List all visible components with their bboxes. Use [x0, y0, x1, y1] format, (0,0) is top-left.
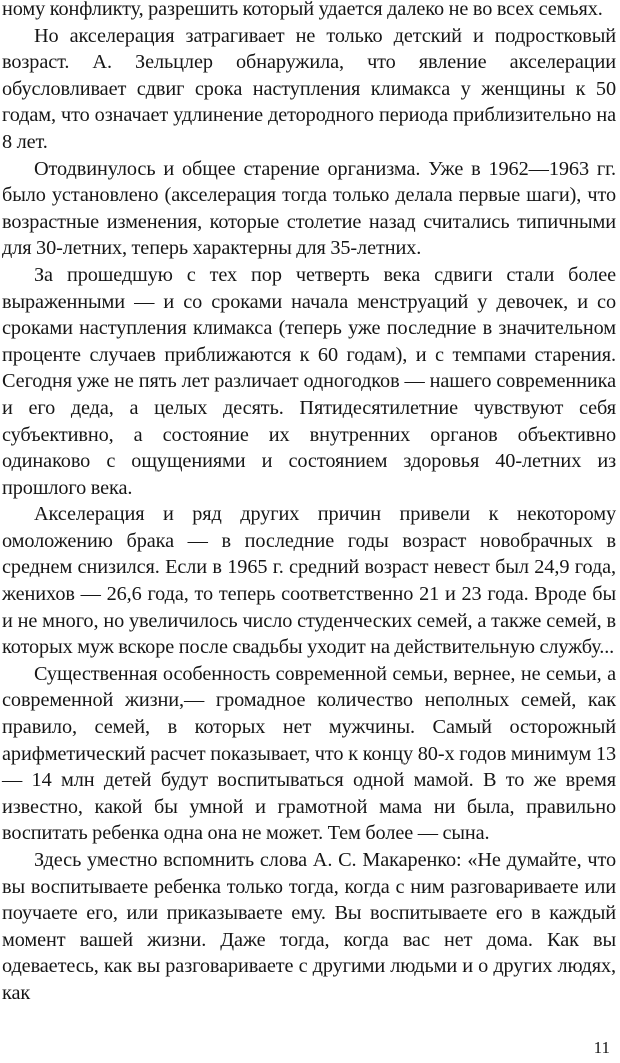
- paragraph-6: Существенная особенность современной семьи, вернее, не семьи, а современной жизни,— громадное количество неполных семей, как правило, семей, в которых нет мужчины. Самый осторожный арифметический расчет показывает, что к концу 80-х годов минимум 13 — 14 млн детей будут воспитываться одной мамой. В то же время известно, какой бы умной и грамотной мама ни была, правильно воспитать ребенка одна она не может. Тем более — сына.: [2, 662, 616, 845]
- page-number: 11: [593, 1038, 610, 1057]
- paragraph-7: Здесь уместно вспомнить слова А. С. Макаренко: «Не думайте, что вы воспитываете ребенка только тогда, когда с ним разговариваете или поучаете его, или приказываете ему. Вы воспитываете его в каждый момент вашей жизни. Даже тогда, когда вас нет дома. Как вы одеваетесь, как вы разговариваете с другими людьми и о других людях, как: [2, 849, 616, 1004]
- paragraph-3: Отодвинулось и общее старение организма. Уже в 1962—1963 гг. было установлено (акселерация тогда только делала первые шаги), что возрастные изменения, которые столетие назад считались типичными для 30-летних, теперь характерны для 35-летних.: [2, 157, 616, 260]
- paragraph-5: Акселерация и ряд других причин привели к некоторому омоложению брака — в последние годы возраст новобрачных в среднем снизился. Если в 1965 г. средний возраст невест был 24,9 года, женихов — 26,6 года, то теперь соответственно 21 и 23 года. Вроде бы и не много, но увеличилось число студенческих семей, а также семей, в которых муж вскоре после свадьбы уходит на действительную службу...: [2, 503, 616, 659]
- paragraph-4: За прошедшую с тех пор четверть века сдвиги стали более выраженными — и со сроками начала менструаций у девочек, и со сроками наступления климакса (теперь уже последние в значительном проценте случаев приближаются к 60 годам), и с темпами старения. Сегодня уже не пять лет различает одногодков — нашего современника и его деда, а целых десять. Пятидесятилетние чувствуют себя субъективно, а состояние их внутренних органов объективно одинаково с ощущениями и состоянием здоровья 40-летних из прошлого века.: [2, 263, 616, 499]
- page-body: [2, 0, 616, 1007]
- paragraph-1: ному конфликту, разрешить который удается далеко не во всех семьях.: [2, 0, 603, 20]
- paragraph-2: Но акселерация затрагивает не только детский и подростковый возраст. А. Зельцлер обнаружила, что явление акселерации обусловливает сдвиг срока наступления климакса у женщины к 50 годам, что означает удлинение детородного периода приблизительно на 8 лет.: [2, 24, 616, 153]
